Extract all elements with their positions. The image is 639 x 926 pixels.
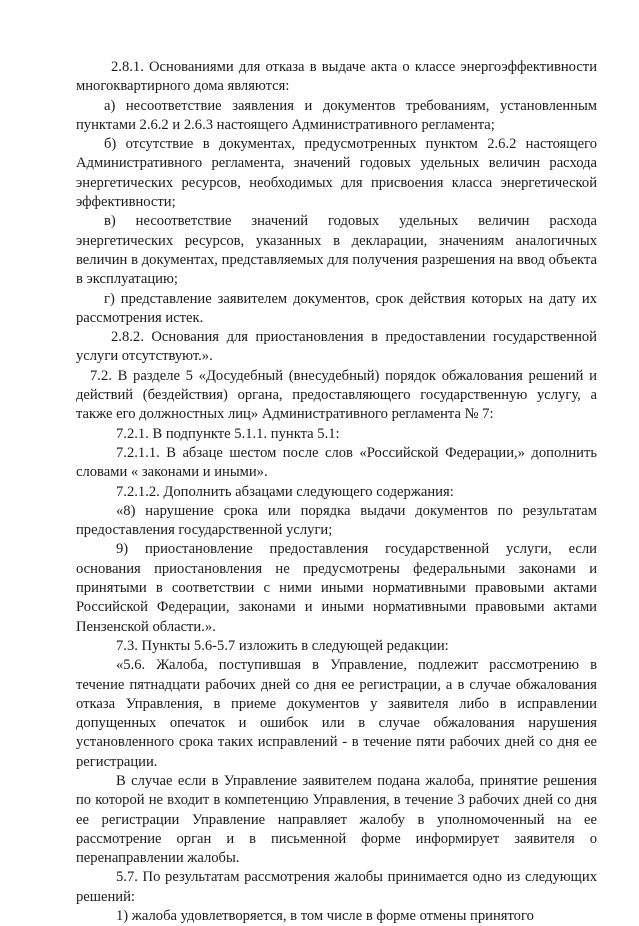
paragraph-5-7: 5.7. По результатам рассмотрения жалобы принимается одно из следующих решений: [76, 869, 597, 905]
paragraph-2-8-2: 2.8.2. Основания для приостановления в предоставлении государственной услуги отсутствуют.». [76, 329, 597, 365]
paragraph-item-a: а) несоответствие заявления и документов требованиям, установленным пунктами 2.6.2 и 2.6.3 настоящего Административного регламента; [76, 97, 597, 133]
paragraph-5-6-case: В случае если в Управление заявителем подана жалоба, принятие решения по которой не входит в компетенцию Управления, в течение 3 рабочих дней со дня ее регистрации Управление направляет жалобу в уполномоченный на ее рассмотрение орган и в письменной форме информирует заявителя о перенаправлении жалобы. [76, 772, 597, 867]
paragraph-item-g: г) представление заявителем документов, срок действия которых на дату их рассмотрения истек. [76, 290, 597, 326]
paragraph-7-2-1: 7.2.1. В подпункте 5.1.1. пункта 5.1: [116, 425, 340, 442]
paragraph-item-v: в) несоответствие значений годовых удельных величин расхода энергетических ресурсов, указанных в декларации, значениям аналогичных величин в документах, представляемых для получения разрешения на ввод объекта в эксплуатацию; [76, 213, 597, 288]
paragraph-item-8: «8) нарушение срока или порядка выдачи документов по результатам предоставления государственной услуги; [76, 502, 597, 539]
paragraph-item-b: б) отсутствие в документах, предусмотренных пунктом 2.6.2 настоящего Административного регламента, значений годовых удельных величин расхода энергетических ресурсов, необходимых для присвоения класса энергетической эффективности; [76, 136, 597, 211]
paragraph-7-2-1-2: 7.2.1.2. Дополнить абзацами следующего содержания: [116, 483, 454, 500]
paragraph-7-2: 7.2. В разделе 5 «Досудебный (внесудебный) порядок обжалования решений и действий (бездействия) органа, предоставляющего государственную услугу, а также его должностных лиц» Административного регламента № 7: [76, 367, 597, 423]
paragraph-item-9: 9) приостановление предоставления государственной услуги, если основания приостановления не предусмотрены федеральными законами и принятыми в соответствии с ними иными нормативными правовыми актами Российской Федерации, законами и иными нормативными правовыми актами Пензенской области.». [76, 541, 597, 635]
paragraph-2-8-1: 2.8.1. Основаниями для отказа в выдаче акта о классе энергоэффективности многоквартирного дома являются: [76, 59, 597, 95]
paragraph-5-7-item-1: 1) жалоба удовлетворяется, в том числе в форме отмены принятого [116, 908, 534, 925]
paragraph-7-2-1-1: 7.2.1.1. В абзаце шестом после слов «Российской Федерации,» дополнить словами « законами и иными». [76, 444, 597, 481]
paragraph-5-6: «5.6. Жалоба, поступившая в Управление, подлежит рассмотрению в течение пятнадцати рабочих дней со дня ее регистрации, а в случае обжалования отказа Управления, в приеме документов у заявителя либо в исправлении допущенных опечаток и ошибок или в случае обжалования нарушения установленного срока таких исправлений - в течение пяти рабочих дней со дня ее регистрации. [76, 657, 597, 770]
paragraph-7-3: 7.3. Пункты 5.6-5.7 изложить в следующей редакции: [116, 637, 449, 654]
